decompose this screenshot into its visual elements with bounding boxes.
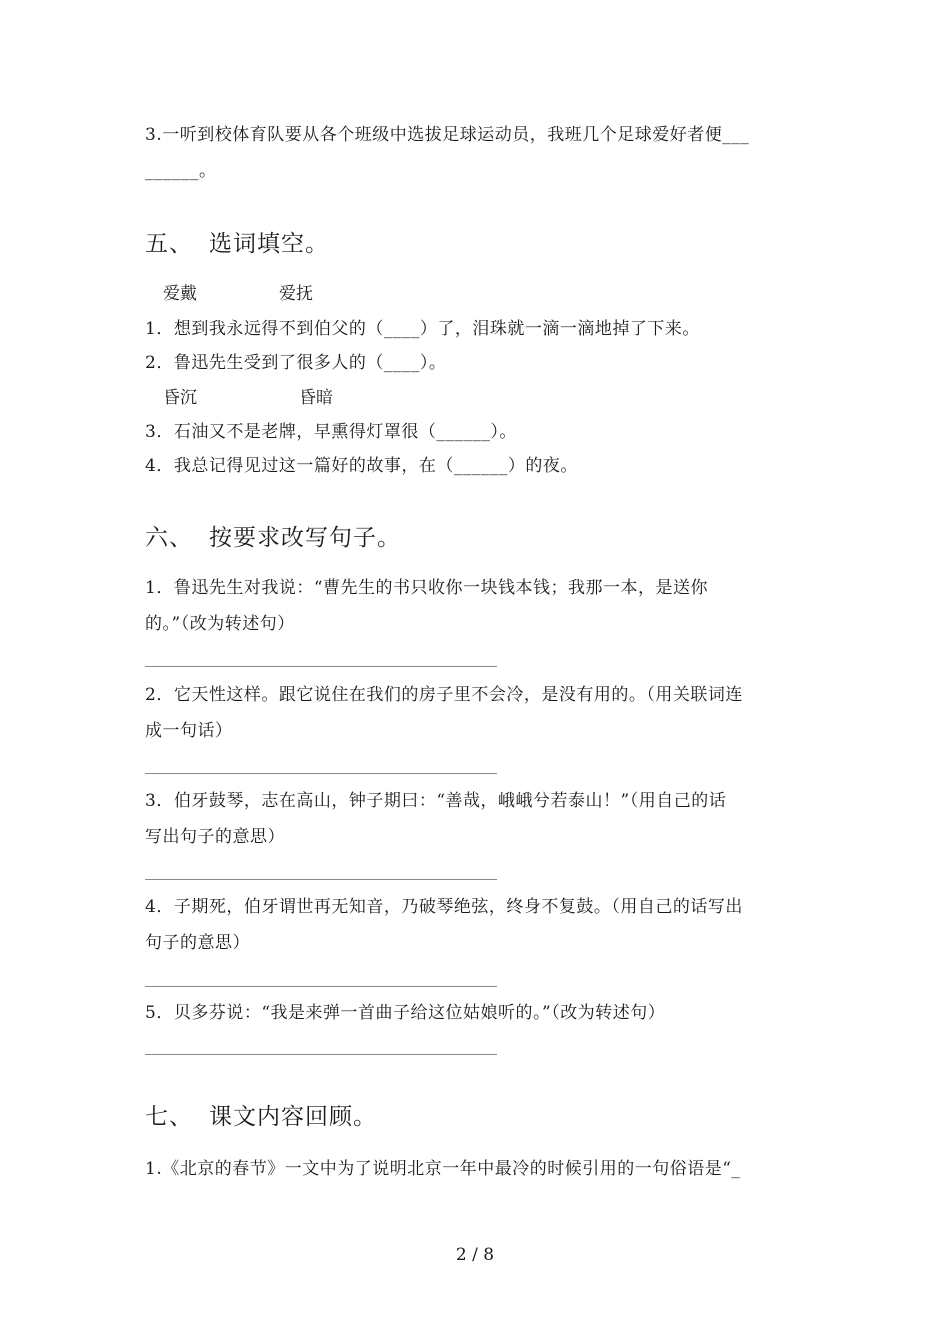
word-option: 昏暗 bbox=[299, 388, 333, 408]
question-6-4-line2: 句子的意思） bbox=[145, 933, 250, 953]
section-6-number: 六、 bbox=[145, 525, 193, 551]
question-4-3-line2: ______。 bbox=[145, 161, 217, 181]
question-6-3-line2: 写出句子的意思） bbox=[145, 827, 285, 847]
answer-line bbox=[145, 986, 497, 987]
answer-line bbox=[145, 879, 497, 880]
question-6-1-line2: 的。”（改为转述句） bbox=[145, 614, 295, 634]
word-option: 爱抚 bbox=[279, 284, 313, 304]
section-7-title: 课文内容回顾。 bbox=[209, 1104, 377, 1130]
word-option: 爱戴 bbox=[163, 284, 197, 304]
section-7-number: 七、 bbox=[145, 1104, 193, 1130]
question-7-1: 1.《北京的春节》一文中为了说明北京一年中最冷的时候引用的一句俗语是“_ bbox=[145, 1159, 741, 1179]
answer-line bbox=[145, 773, 497, 774]
question-5-4: 4．我总记得见过这一篇好的故事，在（______）的夜。 bbox=[145, 456, 578, 476]
section-5-number: 五、 bbox=[145, 231, 193, 257]
section-6-title: 按要求改写句子。 bbox=[209, 525, 401, 551]
page-number: 2 / 8 bbox=[455, 1245, 495, 1265]
question-6-5-line1: 5．贝多芬说：“我是来弹一首曲子给这位姑娘听的。”（改为转述句） bbox=[145, 1003, 666, 1023]
question-6-2-line1: 2．它天性这样。跟它说住在我们的房子里不会冷，是没有用的。（用关联词连 bbox=[145, 685, 743, 705]
question-5-2: 2．鲁迅先生受到了很多人的（____）。 bbox=[145, 353, 447, 373]
question-6-3-line1: 3．伯牙鼓琴，志在高山，钟子期曰：“善哉，峨峨兮若泰山！”（用自己的话 bbox=[145, 791, 727, 811]
answer-line bbox=[145, 666, 497, 667]
question-6-1-line1: 1．鲁迅先生对我说：“曹先生的书只收你一块钱本钱；我那一本，是送你 bbox=[145, 578, 709, 598]
section-7-heading bbox=[145, 1102, 377, 1132]
section-6-heading bbox=[145, 523, 401, 553]
word-option: 昏沉 bbox=[163, 388, 197, 408]
answer-line bbox=[145, 1054, 497, 1055]
section-5-title: 选词填空。 bbox=[209, 231, 329, 257]
question-5-1: 1．想到我永远得不到伯父的（____）了，泪珠就一滴一滴地掉了下来。 bbox=[145, 319, 700, 339]
section-5-heading bbox=[145, 229, 329, 259]
question-6-2-line2: 成一句话） bbox=[145, 721, 233, 741]
question-6-4-line1: 4．子期死，伯牙谓世再无知音，乃破琴绝弦，终身不复鼓。（用自己的话写出 bbox=[145, 897, 743, 917]
question-4-3-line1: 3.一听到校体育队要从各个班级中选拔足球运动员，我班几个足球爱好者便___ bbox=[145, 125, 750, 145]
question-5-3: 3．石油又不是老牌，早熏得灯罩很（______）。 bbox=[145, 422, 517, 442]
